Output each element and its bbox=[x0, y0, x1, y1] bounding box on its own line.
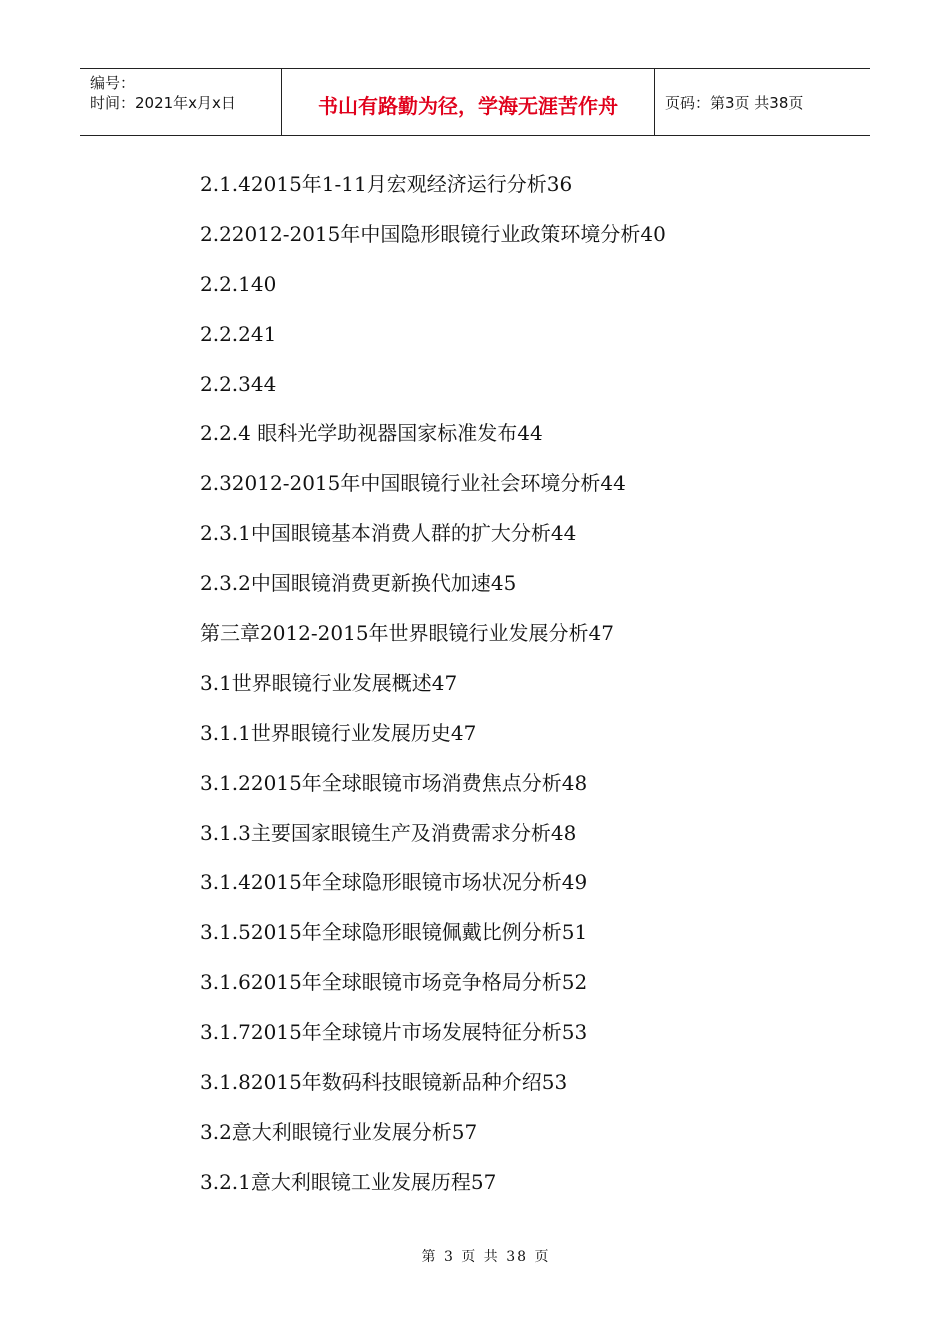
page-footer: 第 3 页 共 38 页 bbox=[421, 1249, 551, 1265]
header-meta-cell bbox=[80, 69, 282, 135]
toc-entry: 3.1.1世界眼镜行业发展历史47 bbox=[200, 720, 477, 745]
toc-entry: 3.1.72015年全球镜片市场发展特征分析53 bbox=[200, 1020, 588, 1045]
document-number-label: 编号： bbox=[90, 74, 136, 92]
toc-entry: 3.1.22015年全球眼镜市场消费焦点分析48 bbox=[200, 770, 588, 795]
toc-entry: 2.32012-2015年中国眼镜行业社会环境分析44 bbox=[200, 471, 626, 496]
header-motto: 书山有路勤为径，学海无涯苦作舟 bbox=[282, 69, 655, 135]
toc-entry: 2.1.42015年1-11月宏观经济运行分析36 bbox=[200, 172, 573, 196]
toc-entry: 3.1世界眼镜行业发展概述47 bbox=[200, 670, 458, 695]
toc-entry: 3.2意大利眼镜行业发展分析57 bbox=[200, 1119, 478, 1144]
table-of-contents bbox=[200, 160, 666, 1208]
toc-entry: 3.1.62015年全球眼镜市场竞争格局分析52 bbox=[200, 970, 588, 995]
toc-entry: 2.22012-2015年中国隐形眼镜行业政策环境分析40 bbox=[200, 221, 666, 246]
toc-entry: 2.2.4 眼科光学助视器国家标准发布44 bbox=[200, 421, 543, 446]
toc-entry: 3.1.82015年数码科技眼镜新品种介绍53 bbox=[200, 1070, 568, 1095]
header-page-info: 页码：第3页 共38页 bbox=[665, 93, 804, 112]
toc-entry: 3.1.42015年全球隐形眼镜市场状况分析49 bbox=[200, 870, 588, 895]
toc-entry: 2.3.2中国眼镜消费更新换代加速45 bbox=[200, 571, 517, 596]
page-header bbox=[80, 68, 870, 136]
toc-entry: 2.2.140 bbox=[200, 271, 277, 296]
document-date: 时间：2021年x月x日 bbox=[90, 94, 236, 112]
toc-entry: 2.2.344 bbox=[200, 371, 277, 396]
toc-entry: 3.1.3主要国家眼镜生产及消费需求分析48 bbox=[200, 820, 577, 845]
toc-entry: 3.2.1意大利眼镜工业发展历程57 bbox=[200, 1169, 497, 1194]
toc-entry: 2.2.241 bbox=[200, 321, 277, 346]
toc-entry: 2.3.1中国眼镜基本消费人群的扩大分析44 bbox=[200, 521, 577, 546]
toc-chapter-heading: 第三章2012-2015年世界眼镜行业发展分析47 bbox=[200, 621, 615, 646]
toc-entry: 3.1.52015年全球隐形眼镜佩戴比例分析51 bbox=[200, 920, 588, 945]
